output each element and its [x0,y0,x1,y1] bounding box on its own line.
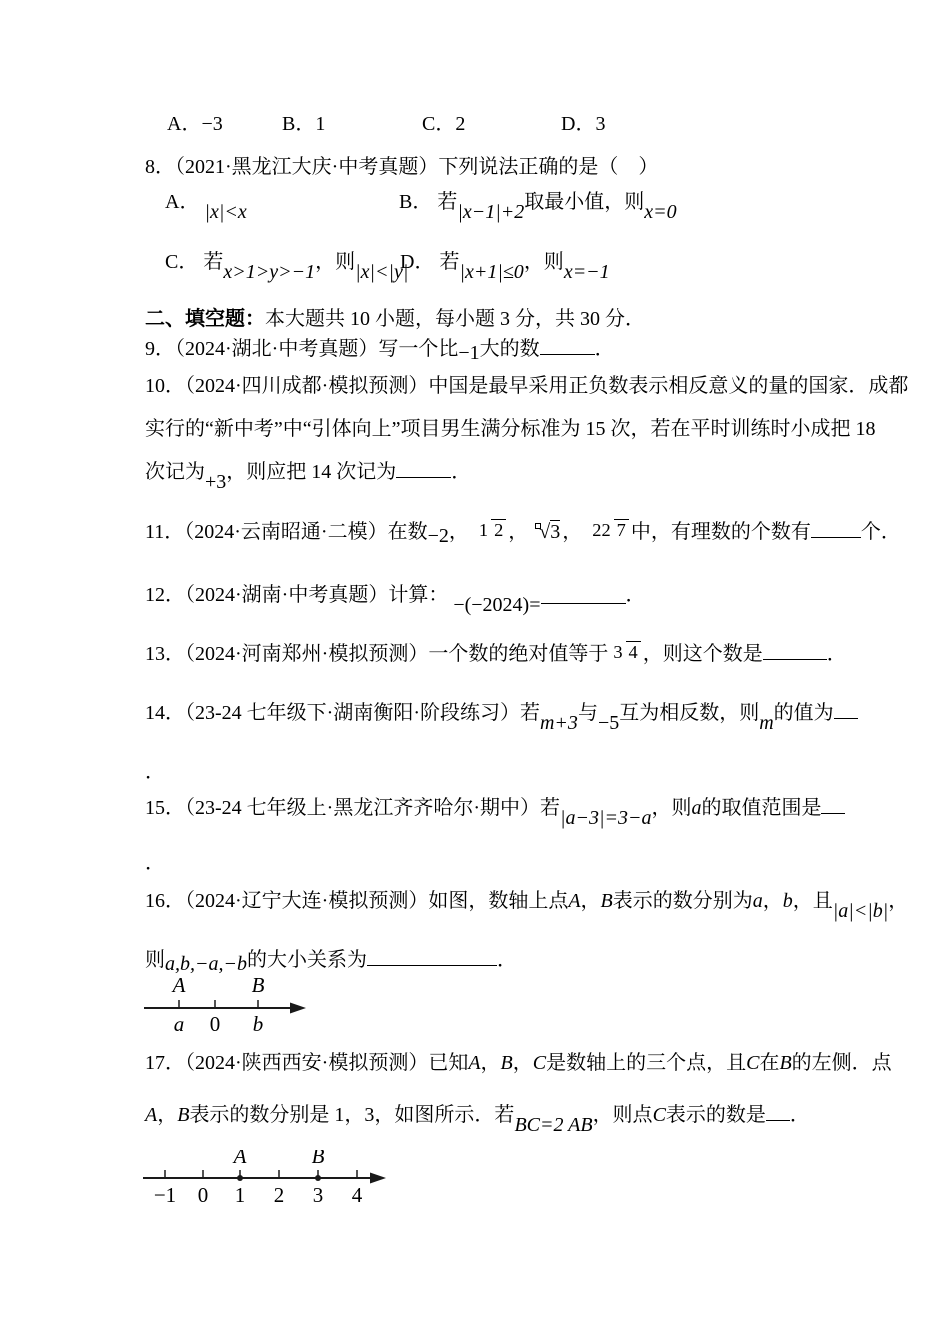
choice-c-value: 2 [455,113,466,135]
choice-d-label: D． [561,113,596,135]
period: ． [789,1104,810,1126]
question-14-text-3: 互为相反数，则 [619,702,760,724]
answer-blank [834,700,858,719]
number-line-figure-17 [130,1150,410,1221]
answer-blank [811,519,861,538]
question-17-text-4: 的左侧．点 [791,1052,892,1074]
option-d-math-1: |x+1|≤0 [459,261,524,283]
question-11-text-3: 个． [860,521,901,543]
question-8-option-c [165,250,409,283]
tick-label-4: 4 [351,1183,363,1207]
question-17-text-5: 表示的数分别是 1，3，如图所示．若 [189,1104,515,1126]
question-17-text-6: ，则点 [592,1104,653,1126]
period: ． [145,852,165,874]
comma: ， [562,521,583,543]
question-16-math: |a|<|b| [832,900,889,922]
fraction-twenty-two-sevenths [589,521,629,540]
question-17-line-1 [145,1051,892,1076]
point-a-dot [237,1175,243,1181]
question-15-math-2: a [691,797,702,819]
value-b-ref: b [782,890,793,912]
option-b-text-1: 若 [437,191,458,213]
question-14-math-3: m [759,712,774,734]
tick-label-2: 2 [273,1183,285,1207]
comma: ， [157,1104,178,1126]
option-c-math-1: x>1>y>−1 [223,261,316,283]
comma: ， [762,890,783,912]
question-16-text-3: ，且 [792,890,833,912]
question-11 [145,519,901,545]
question-9-text-1: 9．（2024·湖北·中考真题）写一个比 [145,338,459,360]
question-12-math: −(−2024)= [453,594,541,616]
question-9-math: −1 [458,342,480,364]
point-b-ref: B [177,1104,190,1126]
section-2-title: 填空题： [185,308,265,330]
axis-arrow-icon [290,1003,306,1014]
point-a-ref: A [568,890,581,912]
question-17-text-2: 是数轴上的三个点，且 [546,1052,747,1074]
choice-d [561,112,605,137]
option-c-label: C． [165,251,199,273]
point-label-A: A [172,976,186,997]
answer-blank [766,1102,790,1121]
question-9 [145,336,615,362]
period: ． [826,643,847,665]
choice-a-label: A． [167,113,202,135]
question-17-line-2 [145,1102,810,1136]
question-14 [145,700,858,734]
question-14-trailing-period [145,760,165,785]
option-c-math-2: |x|<|y| [355,261,409,283]
comma: ， [480,1052,501,1074]
question-13 [145,641,847,667]
choice-a-value: −3 [201,113,223,135]
answer-blank [367,947,497,966]
tick-label-3: 3 [312,1183,324,1207]
fraction-numerator: 3 [613,641,623,662]
answer-blank [821,795,845,814]
answer-blank [396,459,451,478]
question-9-text-2: 大的数 [479,338,540,360]
section-2-number: 二、 [145,308,185,330]
number-line-16-svg [130,976,350,1040]
question-16-line-1 [145,889,909,922]
fraction-numerator: 1 [478,519,489,540]
tick-label-1: 1 [234,1183,246,1207]
point-label-B: B [311,1150,325,1168]
answer-blank [541,603,626,604]
question-10-math: +3 [205,471,227,493]
fraction-denominator: 4 [626,641,641,662]
choice-a [167,112,223,137]
option-c-text-2: ，则 [315,251,356,273]
period: ． [625,584,646,606]
option-b-math-2: x=0 [644,201,677,223]
question-10-line-1 [145,374,908,399]
choice-b-value: 1 [315,113,326,135]
option-b-label: B． [399,191,433,213]
point-c-ref: C [746,1052,760,1074]
comma: ， [448,521,469,543]
question-15-text-1: 15．（23-24 七年级上·黑龙江齐齐哈尔·期中）若 [145,797,560,819]
question-13-text-2: ，则这个数是 [642,643,763,665]
period: ． [594,338,615,360]
question-14-math-1: m+3 [539,712,578,734]
question-14-text-2: 与 [577,702,598,724]
choice-b [282,112,325,137]
section-2-header [145,307,645,332]
question-15-math-1: |a−3|=3−a [559,807,652,829]
point-label-A: A [233,1150,247,1168]
tick-label-neg1: −1 [153,1183,177,1207]
question-17-math: BC=2 AB [514,1114,593,1136]
fraction-numerator: 22 [592,519,611,540]
comma: ， [508,521,529,543]
point-b-ref: B [600,890,613,912]
choice-c-label: C． [422,113,456,135]
question-17-text-7: 表示的数是 [665,1104,766,1126]
question-15-text-3: 的取值范围是 [701,797,822,819]
option-b-math-1: |x−1|+2 [457,201,525,223]
choice-c [422,112,465,137]
question-16-math-2: a,b,−a,−b [165,953,247,975]
question-10-text-4: ，则应把 14 次记为 [226,461,397,483]
question-17-text-3: 在 [759,1052,780,1074]
comma: ， [580,890,601,912]
cube-root-radical [535,521,560,543]
option-c-text-1: 若 [203,251,224,273]
point-a-ref: A [468,1052,481,1074]
question-8-stem-text: 8．（2021·黑龙江大庆·中考真题）下列说法正确的是（ ） [145,156,659,178]
question-10-line-3 [145,459,472,493]
point-b-dot [315,1175,321,1181]
question-16-text-5: 的大小关系为 [247,949,367,971]
option-a-math: |x|<x [204,201,247,223]
point-c-ref: C [532,1052,547,1074]
tick-label-a: a [173,1012,185,1036]
answer-blank [540,336,595,355]
question-17-text-1: 17．（2024·陕西西安·模拟预测）已知 [145,1052,469,1074]
value-a-ref: a [752,890,763,912]
question-15-text-2: ，则 [651,797,692,819]
option-d-text-2: ，则 [523,251,564,273]
fraction-denominator: 2 [491,519,506,540]
point-b-ref: B [779,1052,792,1074]
question-10-text-3: 次记为 [145,461,205,483]
question-8-option-d [400,250,610,283]
option-b-text-2: 取最小值，则 [524,191,645,213]
question-10-line-2 [145,417,876,442]
point-b-ref: B [500,1052,513,1074]
period: ． [451,461,472,483]
question-12 [145,583,646,616]
option-d-math-2: x=−1 [563,261,610,283]
axis-arrow-icon [370,1173,386,1184]
tick-label-0: 0 [197,1183,209,1207]
question-11-text-1: 11．（2024·云南昭通·二模）在数 [145,521,428,543]
question-14-math-2: −5 [597,712,620,734]
question-16-text-1: 16．（2024·辽宁大连·模拟预测）如图，数轴上点 [145,890,569,912]
radical-sign: √ [539,521,551,543]
period: ． [497,949,517,971]
tick-label-b: b [252,1012,264,1036]
question-10-text-1: 10．（2024·四川成都·模拟预测）中国是最早采用正负数表示相反意义的量的国家．成都 [145,375,909,397]
question-8-option-b [399,190,677,223]
fraction-three-quarters [610,643,640,662]
choice-b-label: B． [282,113,316,135]
point-a-ref: A [145,1104,158,1126]
question-12-equation [453,593,625,618]
question-11-text-2: 中，有理数的个数有 [630,521,811,543]
answer-blank [763,641,827,660]
option-d-text-1: 若 [439,251,460,273]
question-13-text-1: 13．（2024·河南郑州·模拟预测）一个数的绝对值等于 [145,643,609,665]
comma: ， [512,1052,533,1074]
question-11-math-1: −2 [427,525,449,547]
fraction-one-half [476,521,506,540]
question-16-text-4: 则 [145,949,165,971]
question-10-text-2: 实行的“新中考”中“引体向上”项目男生满分标准为 15 次，若在平时训练时小成把 18 [145,418,876,440]
period: ． [145,761,165,783]
question-15-trailing-period [145,851,165,876]
question-15 [145,795,845,829]
question-16-line-2 [145,947,517,973]
question-12-text-1: 12．（2024·湖南·中考真题）计算： [145,584,449,606]
question-16-text-2: 表示的数分别为 [612,890,753,912]
number-line-figure-16 [130,976,350,1047]
tick-label-0: 0 [209,1012,221,1036]
question-8-option-a [165,190,247,223]
point-label-B: B [251,976,265,997]
fraction-denominator: 7 [614,519,629,540]
comma: ， [888,890,909,912]
question-8-stem [145,155,658,180]
question-14-text-1: 14．（23-24 七年级下·湖南衡阳·阶段练习）若 [145,702,540,724]
option-a-label: A． [165,191,200,213]
option-d-label: D． [400,251,435,273]
section-2-description: 本大题共 10 小题，每小题 3 分，共 30 分． [265,308,645,330]
radicand: 3 [550,521,561,543]
number-line-17-svg [130,1150,410,1214]
question-14-text-4: 的值为 [773,702,834,724]
choice-d-value: 3 [595,113,606,135]
point-c-ref: C [652,1104,666,1126]
